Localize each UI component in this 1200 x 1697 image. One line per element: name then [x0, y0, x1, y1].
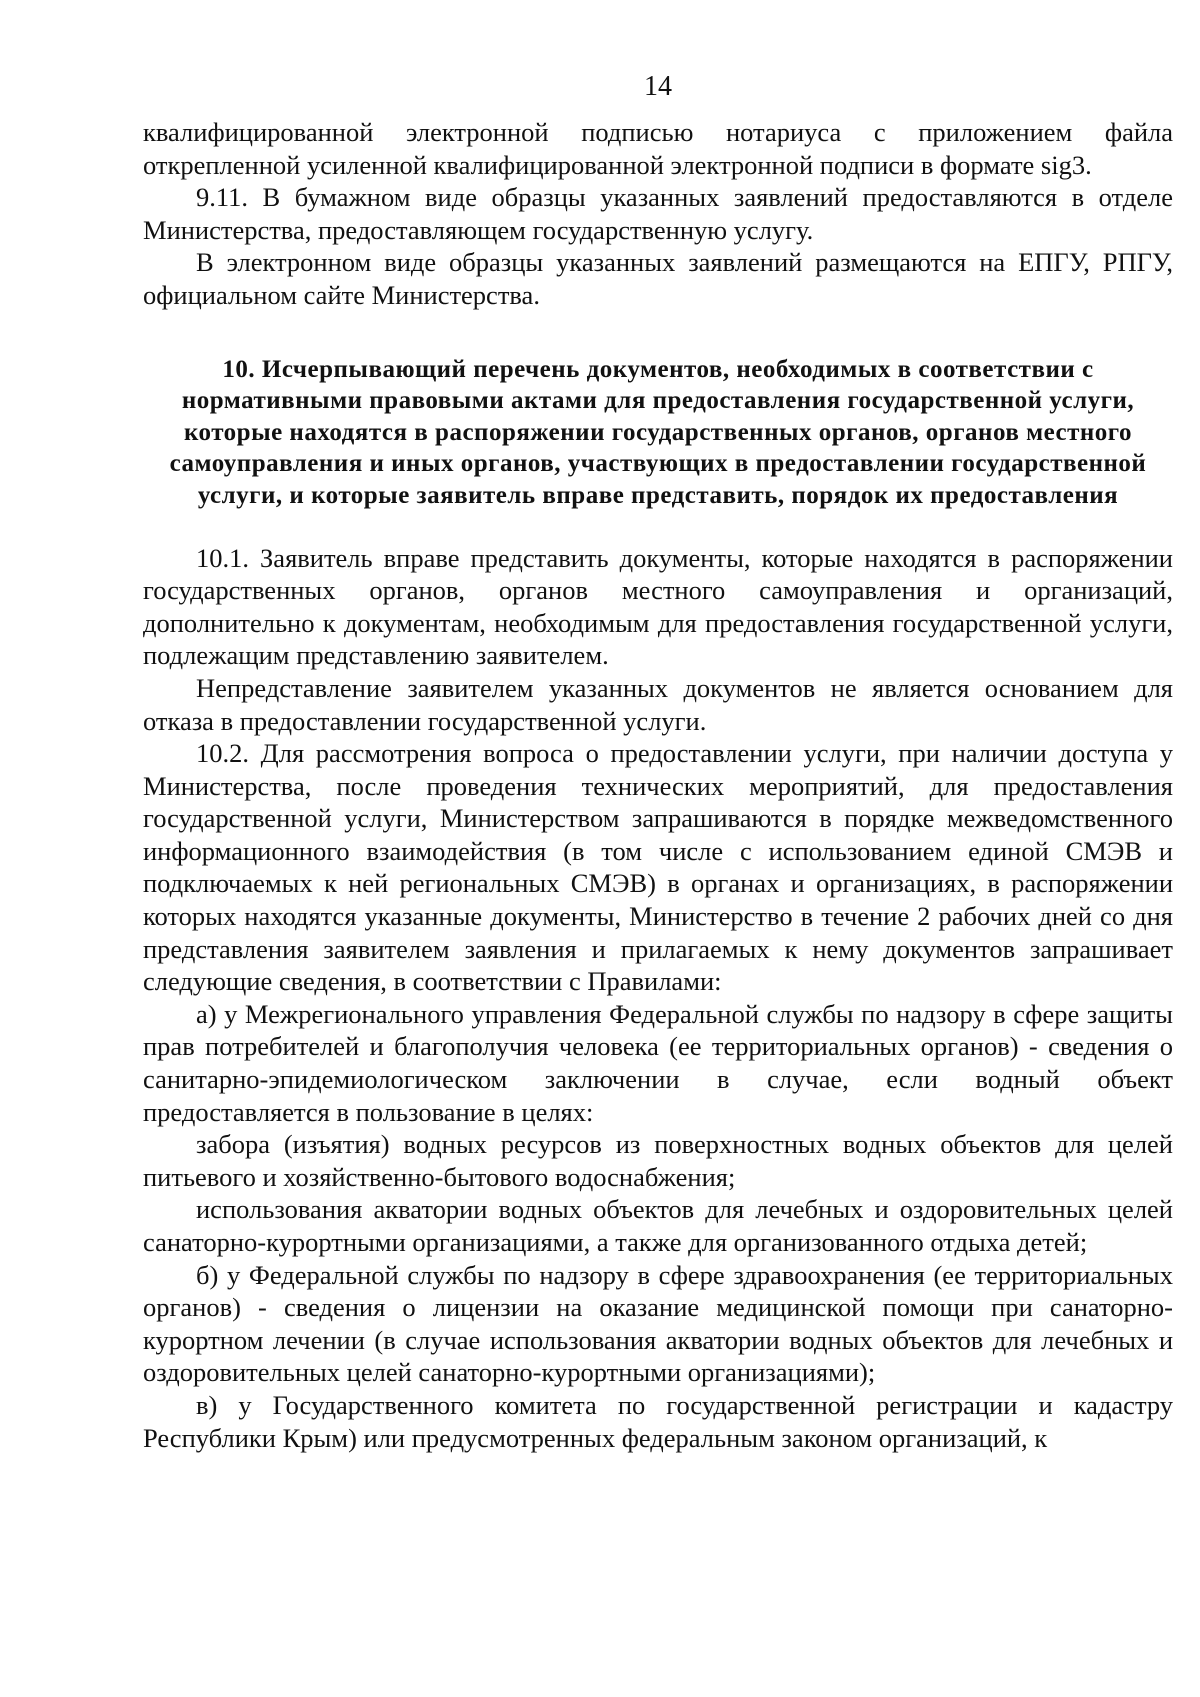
document-page	[143, 70, 1173, 1454]
paragraph-9-11: 9.11. В бумажном виде образцы указанных заявлений предоставляются в отделе Министерства, предоставляющем государственную услугу.	[143, 182, 1173, 245]
paragraph-water-area-use: использования акватории водных объектов для лечебных и оздоровительных целей санаторно-курортными организациями, а также для организованного отдыха детей;	[143, 1194, 1173, 1257]
paragraph-electronic-samples: В электронном виде образцы указанных заявлений размещаются на ЕПГУ, РПГУ, официальном сайте Министерства.	[143, 247, 1173, 310]
paragraph-item-a: а) у Межрегионального управления Федеральной службы по надзору в сфере защиты прав потребителей и благополучия человека (ее территориальных органов) - сведения о санитарно-эпидемиологическом заключении в случае, если водный объект предоставляется в пользование в целях:	[143, 998, 1173, 1127]
section-title: 10. Исчерпывающий перечень документов, необходимых в соответствии с нормативными правовыми актами для предоставления государственной услуги, которые находятся в распоряжении государственных органов, органов местного самоуправления и иных органов, участвующих в предоставлении государственной услуги, и которые заявитель вправе представить, порядок их предоставления	[169, 355, 1147, 509]
paragraph-signature-continuation: квалифицированной электронной подписью нотариуса с приложением файла открепленной усиленной квалифицированной электронной подписи в формате sig3.	[143, 117, 1173, 180]
paragraph-10-2: 10.2. Для рассмотрения вопроса о предоставлении услуги, при наличии доступа у Министерства, после проведения технических мероприятий, для предоставления государственной услуги, Министерством запрашиваются в порядке межведомственного информационного взаимодействия (в том числе с использованием единой СМЭВ и подключаемых к ней региональных СМЭВ) в органах и организациях, в распоряжении которых находятся указанные документы, Министерство в течение 2 рабочих дней со дня представления заявителем заявления и прилагаемых к нему документов запрашивает следующие сведения, в соответствии с Правилами:	[143, 738, 1173, 997]
paragraph-non-submission: Непредставление заявителем указанных документов не является основанием для отказа в предоставлении государственной услуги.	[143, 672, 1173, 736]
paragraph-water-intake: забора (изъятия) водных ресурсов из поверхностных водных объектов для целей питьевого и хозяйственно-бытового водоснабжения;	[143, 1129, 1173, 1192]
paragraph-item-v: в) у Государственного комитета по государственной регистрации и кадастру Республики Крым) или предусмотренных федеральным законом организаций, к	[143, 1389, 1173, 1453]
paragraph-10-1: 10.1. Заявитель вправе представить документы, которые находятся в распоряжении государственных органов, органов местного самоуправления и организаций, дополнительно к документам, необходимым для предоставления государственной услуги, подлежащим представлению заявителем.	[143, 542, 1173, 671]
paragraph-item-b: б) у Федеральной службы по надзору в сфере здравоохранения (ее территориальных органов) - сведения о лицензии на оказание медицинской помощи при санаторно-курортном лечении (в случае использования акватории водных объектов для лечебных и оздоровительных целей санаторно-курортными организациями);	[143, 1259, 1173, 1388]
page-number: 14	[644, 71, 672, 102]
